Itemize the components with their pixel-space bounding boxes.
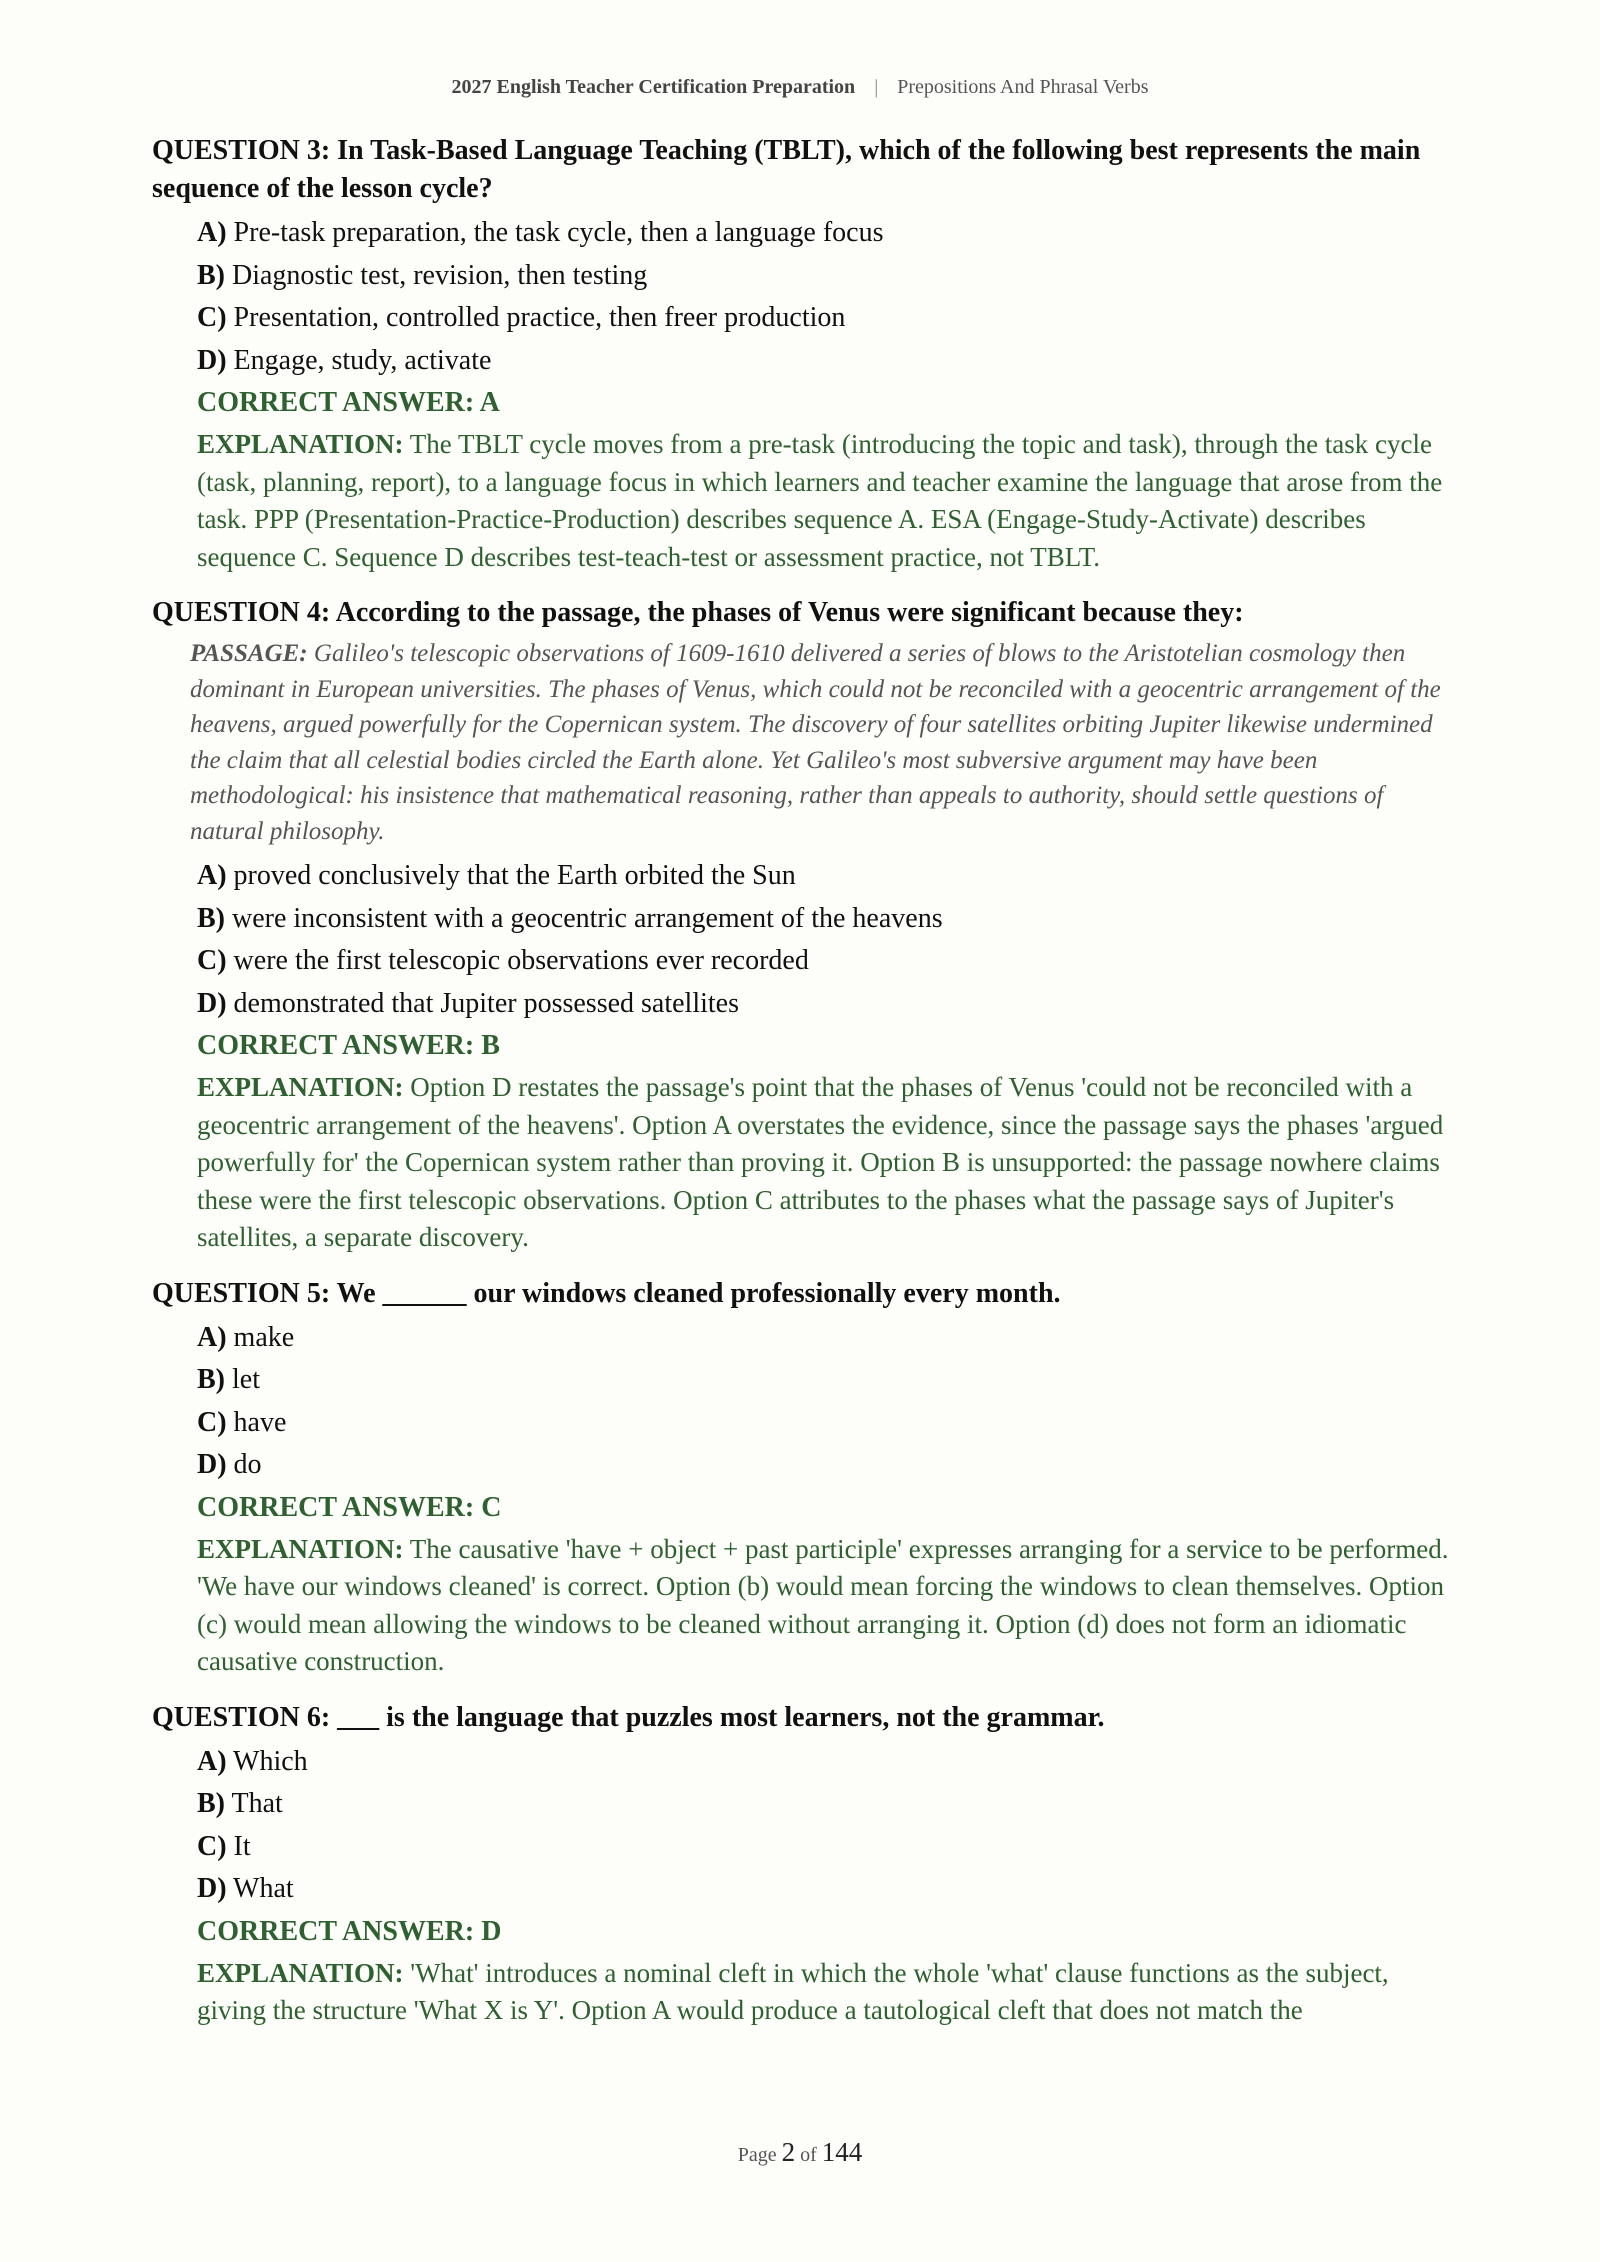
option-letter: D): [197, 1449, 227, 1480]
option-b: [197, 898, 1452, 941]
reading-passage: [190, 636, 1452, 849]
question-5: [152, 1275, 1452, 1681]
answer-options: [197, 1741, 1452, 1911]
page-number: 2: [781, 2137, 796, 2167]
option-c: [197, 940, 1452, 983]
explanation-text: The causative 'have + object + past participle' expresses arranging for a service to be performed. 'We have our windows cleaned' is correct. Option (b) would mean forcing the windows to clean themselves. Option (c) would mean allowing the windows to be cleaned without arranging it. Option (d) does not form an idiomatic causative construction.: [197, 1533, 1449, 1676]
option-text: Engage, study, activate: [233, 344, 492, 376]
correct-answer: CORRECT ANSWER: D: [197, 1915, 502, 1947]
option-letter: D): [197, 1873, 227, 1904]
option-text: Pre-task preparation, the task cycle, then a language focus: [233, 217, 884, 248]
question-stem: QUESTION 6: ___ is the language that puzzles most learners, not the grammar.: [152, 1701, 1105, 1733]
option-d: [197, 1444, 1452, 1487]
running-header: [0, 76, 1600, 99]
option-text: do: [233, 1449, 262, 1480]
explanation: [197, 1531, 1452, 1681]
passage-label: PASSAGE:: [190, 640, 308, 667]
option-b: [197, 255, 1452, 298]
option-letter: B): [197, 259, 225, 291]
question-stem: QUESTION 5: We ______ our windows cleaned professionally every month.: [152, 1277, 1061, 1309]
explanation-text: 'What' introduces a nominal cleft in which the whole 'what' clause functions as the subject, giving the structure 'What X is Y'. Option A would produce a tautological cleft that does not match the: [197, 1957, 1389, 2025]
option-text: were the first telescopic observations ever recorded: [233, 945, 809, 976]
explanation-label: EXPLANATION:: [197, 1072, 404, 1102]
page-word: Page: [737, 2144, 777, 2166]
option-a: [197, 855, 1452, 898]
option-text: Which: [233, 1745, 308, 1777]
explanation: [197, 1955, 1452, 2030]
correct-answer: CORRECT ANSWER: C: [197, 1491, 502, 1523]
option-text: What: [233, 1873, 294, 1904]
question-stem: QUESTION 4: According to the passage, the phases of Venus were significant because they:: [152, 597, 1244, 628]
header-separator: |: [874, 76, 879, 98]
option-a: [197, 212, 1452, 255]
option-text: Diagnostic test, revision, then testing: [232, 259, 648, 291]
option-text: That: [231, 1788, 283, 1819]
explanation-text: Option D restates the passage's point that the phases of Venus 'could not be reconciled with a geocentric arrangement of the heavens'. Option A overstates the evidence, since the passage says the phases 'argued powerfully for' the Copernican system rather than proving it. Option B is unsupported: the passage nowhere claims these were the first telescopic observations. Option C attributes to the phases what the passage says of Jupiter's satellites, a separate discovery.: [197, 1072, 1444, 1252]
explanation-label: EXPLANATION:: [197, 1957, 404, 1988]
option-letter: D): [197, 344, 227, 376]
total-pages: 144: [821, 2137, 863, 2167]
correct-answer: CORRECT ANSWER: A: [197, 387, 500, 418]
correct-answer: CORRECT ANSWER: B: [197, 1030, 500, 1061]
option-letter: B): [197, 902, 225, 934]
option-c: [197, 1826, 1452, 1869]
explanation-text: The TBLT cycle moves from a pre-task (introducing the topic and task), through the task cycle (task, planning, report), to a language focus in which learners and teacher examine the language that arose from the task. PPP (Presentation-Practice-Production) describes sequence A. ESA (Engage-Study-Activate) describes sequence C. Sequence D describes test-teach-test or assessment practice, not TBLT.: [197, 429, 1443, 572]
option-text: It: [233, 1830, 251, 1862]
option-d: [197, 1868, 1452, 1911]
option-text: were inconsistent with a geocentric arrangement of the heavens: [232, 902, 943, 934]
page-footer: [0, 2137, 1600, 2168]
option-d: [197, 983, 1452, 1026]
option-b: [197, 1783, 1452, 1826]
option-a: [197, 1741, 1452, 1784]
section-title: Prepositions And Phrasal Verbs: [897, 76, 1149, 98]
passage-text: Galileo's telescopic observations of 1609-1610 delivered a series of blows to the Aristotelian cosmology then dominant in European universities. The phases of Venus, which could not be reconciled with a geocentric arrangement of the heavens, argued powerfully for the Copernican system. The discovery of four satellites orbiting Jupiter likewise undermined the claim that all celestial bodies circled the Earth alone. Yet Galileo's most subversive argument may have been methodological: his insistence that mathematical reasoning, rather than appeals to authority, should settle questions of natural philosophy.: [190, 640, 1441, 845]
option-text: make: [233, 1321, 295, 1353]
option-letter: B): [197, 1788, 225, 1819]
question-6: [152, 1699, 1452, 2030]
option-letter: A): [197, 217, 227, 248]
option-text: let: [232, 1364, 260, 1395]
answer-options: [197, 855, 1452, 1025]
option-letter: C): [197, 1830, 227, 1862]
option-text: demonstrated that Jupiter possessed satellites: [233, 987, 739, 1019]
question-3: [152, 132, 1452, 576]
of-word: of: [800, 2144, 817, 2166]
option-a: [197, 1317, 1452, 1360]
explanation-label: EXPLANATION:: [197, 1533, 404, 1564]
option-letter: A): [197, 1321, 227, 1353]
explanation-label: EXPLANATION:: [197, 429, 404, 459]
question-4: [152, 594, 1452, 1257]
option-letter: C): [197, 302, 227, 333]
question-stem: QUESTION 3: In Task-Based Language Teaching (TBLT), which of the following best represents the main sequence of the lesson cycle?: [152, 135, 1421, 204]
answer-options: [197, 1317, 1452, 1487]
option-text: proved conclusively that the Earth orbited the Sun: [233, 860, 796, 891]
option-letter: C): [197, 945, 227, 976]
option-c: [197, 1402, 1452, 1445]
option-text: Presentation, controlled practice, then freer production: [233, 302, 846, 333]
option-c: [197, 297, 1452, 340]
option-letter: A): [197, 860, 227, 891]
option-b: [197, 1359, 1452, 1402]
answer-options: [197, 212, 1452, 382]
explanation: [197, 426, 1452, 576]
option-d: [197, 340, 1452, 383]
explanation: [197, 1069, 1452, 1257]
option-letter: B): [197, 1364, 225, 1395]
document-title: 2027 English Teacher Certification Preparation: [451, 76, 856, 98]
option-letter: D): [197, 987, 227, 1019]
option-letter: A): [197, 1745, 227, 1777]
option-text: have: [233, 1406, 287, 1438]
questions-list: [152, 132, 1452, 2048]
option-letter: C): [197, 1406, 227, 1438]
